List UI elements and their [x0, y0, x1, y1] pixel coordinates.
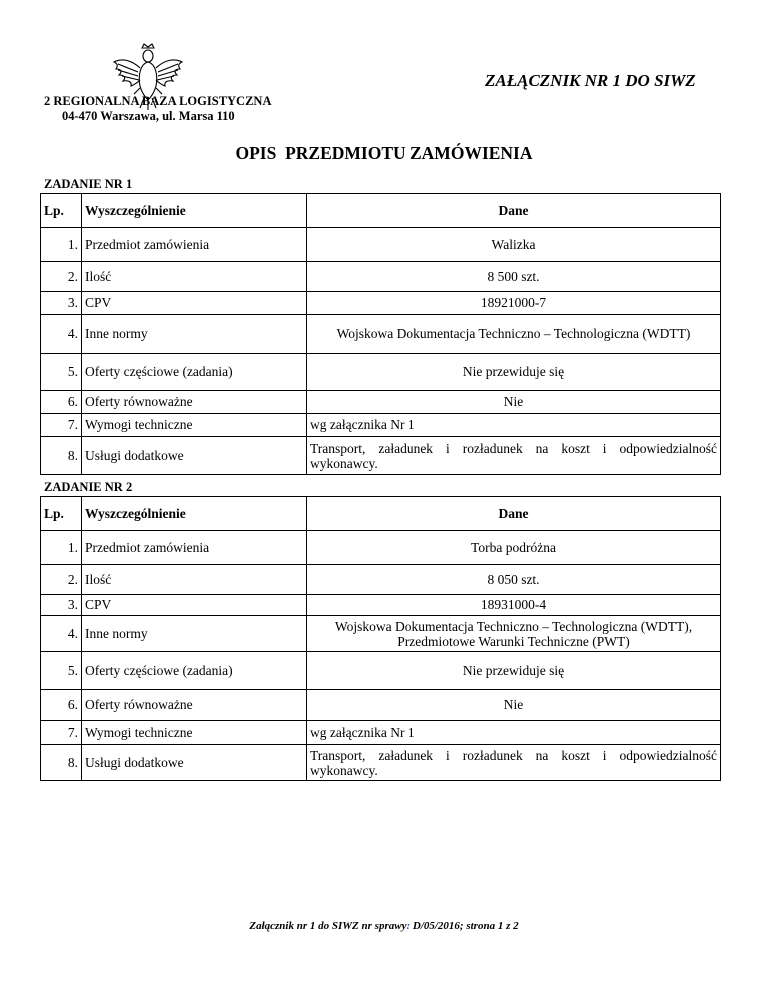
footer-suffix: D/05/2016; strona 1 z 2: [410, 920, 519, 932]
row-value: wg załącznika Nr 1: [307, 414, 721, 437]
table-row: [41, 354, 721, 391]
table-row: [41, 565, 721, 595]
row-item: Ilość: [82, 565, 307, 595]
row-lp: 1.: [41, 531, 82, 565]
row-value: 8 500 szt.: [307, 262, 721, 292]
table-row: [41, 616, 721, 652]
row-lp: 2.: [41, 565, 82, 595]
row-value-line: Przedmiotowe Warunki Techniczne (PWT): [397, 633, 630, 649]
header-lp: Lp.: [41, 497, 82, 531]
row-item: CPV: [82, 595, 307, 616]
row-value: 8 050 szt.: [307, 565, 721, 595]
table-header-row: [41, 194, 721, 228]
row-value: Walizka: [307, 228, 721, 262]
row-item: Ilość: [82, 262, 307, 292]
task-2-table: [40, 496, 721, 781]
row-item: Inne normy: [82, 616, 307, 652]
row-item: Inne normy: [82, 315, 307, 354]
row-item: Wymogi techniczne: [82, 414, 307, 437]
table-row: [41, 721, 721, 745]
task-2-label: ZADANIE NR 2: [44, 480, 133, 494]
row-value: Nie przewiduje się: [307, 652, 721, 690]
row-value: 18921000-7: [307, 292, 721, 315]
table-row: [41, 292, 721, 315]
row-item: CPV: [82, 292, 307, 315]
row-item: Przedmiot zamówienia: [82, 228, 307, 262]
row-value: Nie: [307, 690, 721, 721]
attachment-title: ZAŁĄCZNIK NR 1 DO SIWZ: [485, 71, 696, 90]
row-item: Usługi dodatkowe: [82, 437, 307, 475]
row-value: Transport, załadunek i rozładunek na koszt i odpowiedzialność wykonawcy.: [307, 437, 721, 475]
table-header-row: [41, 497, 721, 531]
task-1-label: ZADANIE NR 1: [44, 177, 133, 191]
table-row: [41, 595, 721, 616]
row-lp: 6.: [41, 690, 82, 721]
row-lp: 7.: [41, 721, 82, 745]
table-row: [41, 690, 721, 721]
organization-name: 2 REGIONALNA BAZA LOGISTYCZNA: [44, 94, 272, 108]
row-lp: 3.: [41, 595, 82, 616]
row-item: Oferty równoważne: [82, 391, 307, 414]
row-lp: 7.: [41, 414, 82, 437]
row-value: Nie: [307, 391, 721, 414]
header-item: Wyszczególnienie: [82, 194, 307, 228]
table-row: [41, 391, 721, 414]
row-value: Nie przewiduje się: [307, 354, 721, 391]
header-value: Dane: [307, 497, 721, 531]
row-value: [307, 616, 721, 652]
table-row: [41, 315, 721, 354]
row-item: Oferty częściowe (zadania): [82, 354, 307, 391]
table-row: [41, 652, 721, 690]
row-lp: 1.: [41, 228, 82, 262]
row-item: Usługi dodatkowe: [82, 745, 307, 781]
row-value: wg załącznika Nr 1: [307, 721, 721, 745]
row-lp: 4.: [41, 315, 82, 354]
table-row: [41, 414, 721, 437]
header-value: Dane: [307, 194, 721, 228]
row-lp: 5.: [41, 354, 82, 391]
table-row: [41, 437, 721, 475]
table-row: [41, 745, 721, 781]
row-value: Transport, załadunek i rozładunek na koszt i odpowiedzialność wykonawcy.: [307, 745, 721, 781]
task-1-table: [40, 193, 721, 475]
row-lp: 3.: [41, 292, 82, 315]
page-footer: [0, 920, 768, 932]
row-value: Torba podróżna: [307, 531, 721, 565]
organization-address: 04-470 Warszawa, ul. Marsa 110: [62, 109, 235, 123]
footer-prefix: Załącznik nr 1 do SIWZ nr sprawy: [249, 920, 407, 932]
table-row: [41, 531, 721, 565]
row-lp: 8.: [41, 745, 82, 781]
row-lp: 8.: [41, 437, 82, 475]
row-item: Oferty równoważne: [82, 690, 307, 721]
row-value: 18931000-4: [307, 595, 721, 616]
row-item: Wymogi techniczne: [82, 721, 307, 745]
row-value: Wojskowa Dokumentacja Techniczno – Technologiczna (WDTT): [307, 315, 721, 354]
table-row: [41, 228, 721, 262]
document-title: OPIS PRZEDMIOTU ZAMÓWIENIA: [235, 143, 533, 163]
footer-separator: :: [406, 920, 411, 932]
organization-block: [44, 94, 271, 124]
header-lp: Lp.: [41, 194, 82, 228]
row-lp: 4.: [41, 616, 82, 652]
header-item: Wyszczególnienie: [82, 497, 307, 531]
row-item: Przedmiot zamówienia: [82, 531, 307, 565]
table-row: [41, 262, 721, 292]
row-item: Oferty częściowe (zadania): [82, 652, 307, 690]
row-value-line: Wojskowa Dokumentacja Techniczno – Technologiczna (WDTT),: [334, 618, 693, 634]
row-lp: 5.: [41, 652, 82, 690]
row-lp: 2.: [41, 262, 82, 292]
row-lp: 6.: [41, 391, 82, 414]
